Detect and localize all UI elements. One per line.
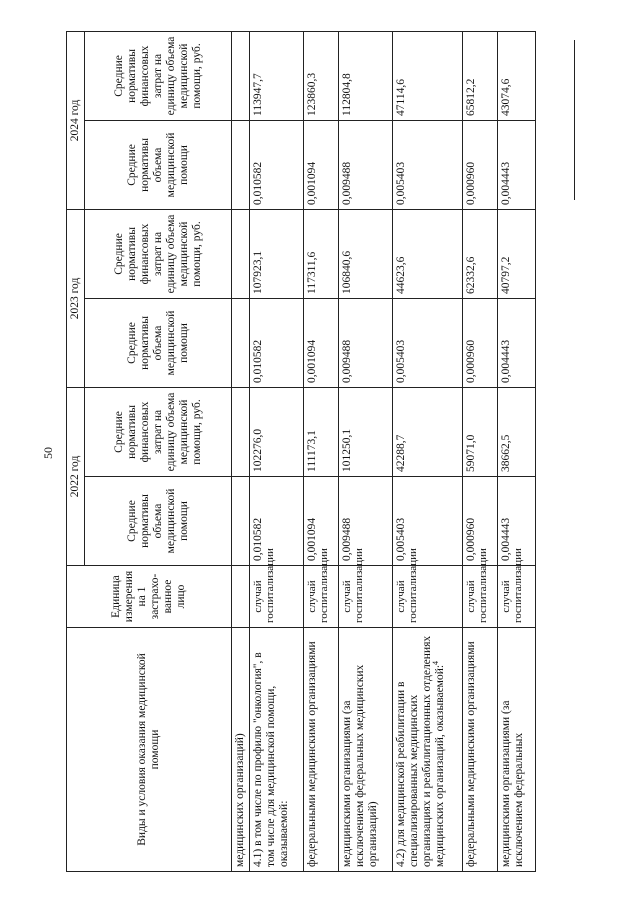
value-2023-cost: 44623,6 [392, 209, 462, 298]
value-2024-volume: 0,000960 [462, 120, 497, 209]
row-unit: случай госпитализации [250, 566, 304, 628]
value-2022-volume: 0,009488 [339, 477, 393, 566]
value-2024-volume: 0,005403 [392, 120, 462, 209]
value-2023-volume: 0,010582 [250, 298, 304, 387]
row-unit: случай госпитализации [392, 566, 462, 628]
value-2024-volume: 0,001094 [303, 120, 338, 209]
header-year-2022: 2022 год [67, 387, 85, 565]
table-row [303, 31, 338, 871]
row-type: медицинскими организациями (за исключением федеральных [498, 628, 536, 872]
row-type-text: 4.2) для медицинской реабилитации в специализированных медицинских организациях и реабилитационных отделениях медицинских организаций, оказываемой: [394, 635, 446, 867]
value-2024-volume: 0,010582 [250, 120, 304, 209]
value-2022-cost: 102276,0 [250, 387, 304, 476]
value-2024-volume: 0,009488 [339, 120, 393, 209]
row-type: медицинскими организациями (за исключением федеральных медицинских организаций) [339, 628, 393, 872]
continuation-text: медицинских организаций) [232, 628, 250, 872]
table-row [498, 31, 536, 871]
table-row [250, 31, 304, 871]
table-row [462, 31, 497, 871]
value-2024-cost: 65812,2 [462, 31, 497, 120]
value-2022-cost: 59071,0 [462, 387, 497, 476]
footnote-marker: 4 [431, 660, 441, 665]
header-unit: Единица измерения на 1 застрахо-ванное лицо [67, 566, 232, 628]
value-2022-cost: 101250,1 [339, 387, 393, 476]
value-2022-volume: 0,010582 [250, 477, 304, 566]
row-type [392, 628, 462, 872]
header-type: Виды и условия оказания медицинской помощи [67, 628, 232, 872]
value-2023-cost: 107923,1 [250, 209, 304, 298]
value-2023-cost: 62332,6 [462, 209, 497, 298]
value-2023-cost: 40797,2 [498, 209, 536, 298]
row-unit: случай госпитализации [303, 566, 338, 628]
footnote-rule [574, 40, 575, 200]
row-type: федеральными медицинскими организациями [462, 628, 497, 872]
row-type: 4.1) в том числе по профилю "онкология", в том числе для медицинской помощи, оказываемой: [250, 628, 304, 872]
value-2024-cost: 112804,8 [339, 31, 393, 120]
value-2022-volume: 0,004443 [498, 477, 536, 566]
value-2023-volume: 0,004443 [498, 298, 536, 387]
value-2022-cost: 38662,5 [498, 387, 536, 476]
header-year-2024: 2024 год [67, 31, 85, 209]
value-2022-cost: 111173,1 [303, 387, 338, 476]
value-2022-volume: 0,001094 [303, 477, 338, 566]
row-unit: случай госпитализации [498, 566, 536, 628]
table-row-continuation [232, 31, 250, 871]
value-2024-cost: 47114,6 [392, 31, 462, 120]
value-2023-volume: 0,009488 [339, 298, 393, 387]
value-2023-cost: 106840,6 [339, 209, 393, 298]
value-2023-volume: 0,000960 [462, 298, 497, 387]
row-unit: случай госпитализации [462, 566, 497, 628]
value-2024-cost: 113947,7 [250, 31, 304, 120]
subheader-volume: Средние нормативы объема медицинской помощи [85, 298, 232, 387]
value-2024-cost: 43074,6 [498, 31, 536, 120]
subheader-cost: Средние нормативы финансовых затрат на единицу объема медицинской помощи, руб. [85, 387, 232, 476]
value-2022-volume: 0,005403 [392, 477, 462, 566]
table-row [392, 31, 462, 871]
norms-table [66, 31, 536, 872]
value-2024-volume: 0,004443 [498, 120, 536, 209]
value-2023-cost: 117311,6 [303, 209, 338, 298]
value-2022-volume: 0,000960 [462, 477, 497, 566]
subheader-volume: Средние нормативы объема медицинской помощи [85, 120, 232, 209]
row-unit: случай госпитализации [339, 566, 393, 628]
value-2023-volume: 0,001094 [303, 298, 338, 387]
row-type: федеральными медицинскими организациями [303, 628, 338, 872]
value-2023-volume: 0,005403 [392, 298, 462, 387]
table-row [339, 31, 393, 871]
subheader-cost: Средние нормативы финансовых затрат на единицу объема медицинской помощи, руб. [85, 31, 232, 120]
subheader-cost: Средние нормативы финансовых затрат на единицу объема медицинской помощи, руб. [85, 209, 232, 298]
subheader-volume: Средние нормативы объема медицинской помощи [85, 477, 232, 566]
value-2022-cost: 42288,7 [392, 387, 462, 476]
header-year-2023: 2023 год [67, 209, 85, 387]
rotated-table-sheet [66, 32, 536, 872]
value-2024-cost: 123860,3 [303, 31, 338, 120]
page-number: 50 [41, 447, 55, 459]
